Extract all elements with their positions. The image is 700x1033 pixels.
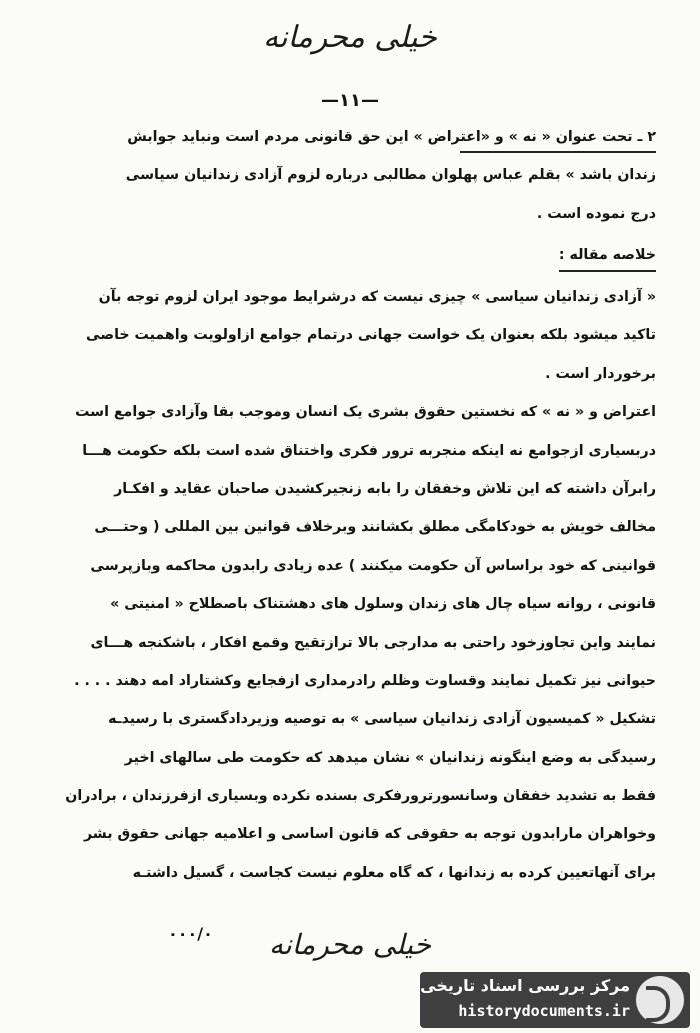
text-line: برخوردار است . — [545, 365, 656, 382]
text-line: فقط به تشدید خفقان وسانسورترورفکری بسنده نکرده وبسیاری ازفرزندان ، برادران — [65, 788, 656, 805]
book-emblem-icon — [636, 976, 684, 1024]
paragraph-summary — [36, 278, 656, 892]
continuation-mark: ۰۰۰/۰ — [168, 924, 213, 943]
text-line: نمایند واین تجاوزخود راحتی به مدارجی بالا ترازتقیح وقمع افکار ، باشکنجه هـــای — [90, 634, 656, 651]
text-line: ۲ ـ تحت عنوان « نه » و «اعتراض » این حق قانونی مردم است ونباید جوابش — [127, 129, 656, 145]
logo-title: مرکز بررسی اسناد تاریخی — [420, 976, 630, 995]
classification-stamp-bottom: خیلی محرمانه — [268, 928, 432, 961]
text-line: دربسیاری ازجوامع نه اینکه منجربه ترور فکری واختناق شده است بلکه حکومت هـــا — [82, 442, 656, 459]
text-line: تاکید میشود بلکه بعنوان یک خواست جهانی درتمام جوامع ازاولویت واهمیت خاصی — [86, 327, 656, 344]
text-line: « آزادی زندانیان سیاسی » چیزی نیست که درشرایط موجود ایران لزوم توجه بآن — [98, 289, 656, 305]
logo-url: historydocuments.ir — [458, 1002, 630, 1020]
archive-watermark-logo — [420, 972, 690, 1028]
text-line: وخواهران مارابدون توجه به حقوقی که قانون اساسی و اعلامیه جهانی حقوق بشر — [83, 826, 656, 843]
summary-heading: خلاصه مقاله : — [559, 240, 656, 272]
text-line: برای آنهاتعیین کرده به زندانها ، که گاه معلوم نیست کجاست ، گسیل داشتـه — [132, 864, 656, 881]
text-line: زندان باشد » بقلم عباس پهلوان مطالبی درباره لزوم آزادی زندانیان سیاسی — [125, 167, 656, 184]
text-line: رابرآن داشته که این تلاش وخفقان را بابه زنجیرکشیدن صاحبان عقاید و افکـار — [114, 480, 656, 497]
page-number: —۱۱— — [321, 90, 379, 111]
paragraph-intro — [36, 118, 656, 233]
text-line: رسیدگی به وضع اینگونه زندانیان » نشان میدهد که حکومت طی سالهای اخیر — [124, 749, 656, 766]
text-line: اعتراض و « نه » که نخستین حقوق بشری یک انسان وموجب بقا وآزادی جوامع است — [75, 404, 656, 421]
classification-stamp-top: خیلی محرمانه — [263, 20, 437, 55]
text-line: قوانینی که خود براساس آن حکومت میکنند ) عده زیادی رابدون محاکمه وبازپرسی — [90, 557, 656, 574]
text-line: حیوانی نیز تکمیل نمایند وقساوت وظلم رادرمداری ازفجایع وکشتاراد امه دهند . . . . — [74, 672, 656, 689]
text-line: تشکیل « کمیسیون آزادی زندانیان سیاسی » به توصیه وزیردادگستری با رسیدـه — [108, 711, 656, 728]
text-line: مخالف خویش به خودکامگی مطلق بکشانند وبرخلاف قوانین بین المللی ( وحتـــی — [94, 519, 656, 536]
text-line: درج نموده است . — [536, 205, 656, 222]
text-line: قانونی ، روانه سیاه چال های زندان وسلول های دهشتناک باصطلاح « امنیتی » — [110, 596, 656, 613]
